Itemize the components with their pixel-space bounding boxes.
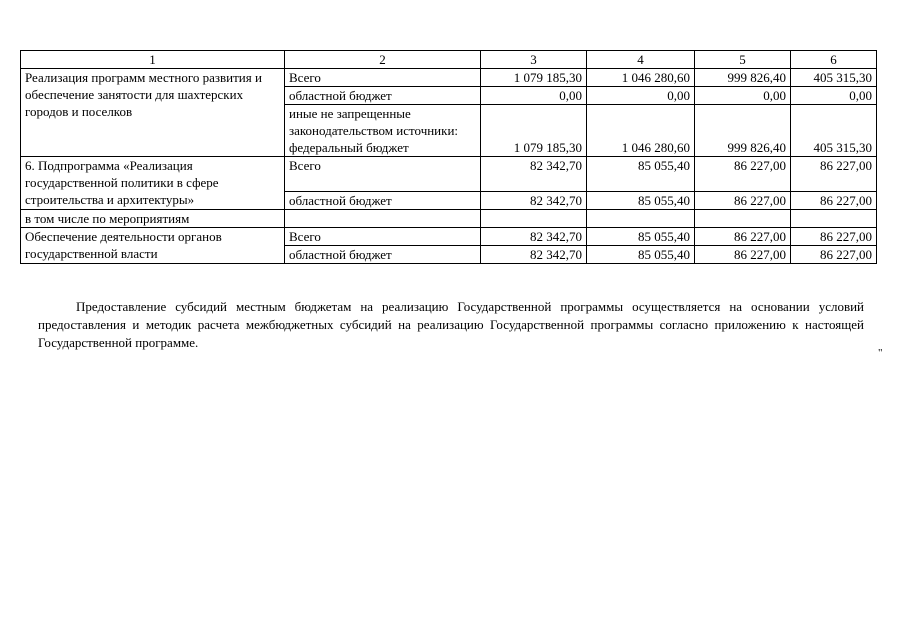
table-row (21, 210, 877, 228)
value-cell: 0,00 (587, 87, 695, 105)
row-label: областной бюджет (285, 246, 481, 264)
value-cell: 86 227,00 (791, 157, 877, 192)
header-row (21, 51, 877, 69)
value-cell: 86 227,00 (791, 246, 877, 264)
row-label: областной бюджет (285, 87, 481, 105)
program-name: Реализация программ местного развития и обеспечение занятости для шахтерских городов и поселков (21, 69, 285, 140)
value-cell: 0,00 (695, 87, 791, 105)
value-cell: 86 227,00 (791, 228, 877, 246)
value-cell: 86 227,00 (695, 157, 791, 192)
value-cell: 85 055,40 (587, 246, 695, 264)
value-cell: 82 342,70 (481, 228, 587, 246)
value-cell: 82 342,70 (481, 246, 587, 264)
empty-cell (481, 210, 587, 228)
value-cell: 85 055,40 (587, 228, 695, 246)
value-cell: 1 046 280,60 (587, 105, 695, 157)
value-cell: 1 079 185,30 (481, 69, 587, 87)
header-col-2: 2 (285, 51, 481, 69)
budget-table (20, 50, 877, 264)
measures-caption: в том числе по мероприятиям (21, 210, 285, 228)
subprogram-name: 6. Подпрограмма «Реализация государственной политики в сфере строительства и архитектуры» (21, 157, 285, 210)
value-cell: 86 227,00 (695, 192, 791, 210)
table-row (21, 69, 877, 87)
value-cell: 405 315,30 (791, 69, 877, 87)
value-cell: 85 055,40 (587, 157, 695, 192)
empty-cell (285, 210, 481, 228)
margin-mark: " (878, 347, 883, 359)
empty-cell (695, 210, 791, 228)
value-cell: 1 079 185,30 (481, 105, 587, 157)
value-cell: 86 227,00 (791, 192, 877, 210)
empty-cell (587, 210, 695, 228)
row-label: иные не запрещенные законодательством источники: (285, 105, 481, 140)
program-name-continued (21, 139, 285, 157)
value-cell: 0,00 (481, 87, 587, 105)
header-col-3: 3 (481, 51, 587, 69)
row-label: Всего (285, 228, 481, 246)
value-cell: 999 826,40 (695, 105, 791, 157)
value-cell: 0,00 (791, 87, 877, 105)
header-col-4: 4 (587, 51, 695, 69)
row-label: Всего (285, 69, 481, 87)
row-label: Всего (285, 157, 481, 192)
value-cell: 405 315,30 (791, 105, 877, 157)
value-cell: 86 227,00 (695, 246, 791, 264)
value-cell: 82 342,70 (481, 157, 587, 192)
empty-cell (791, 210, 877, 228)
header-col-1: 1 (21, 51, 285, 69)
value-cell: 82 342,70 (481, 192, 587, 210)
header-col-5: 5 (695, 51, 791, 69)
value-cell: 86 227,00 (695, 228, 791, 246)
row-label: федеральный бюджет (285, 139, 481, 157)
measure-name: Обеспечение деятельности органов государственной власти (21, 228, 285, 264)
value-cell: 85 055,40 (587, 192, 695, 210)
value-cell: 1 046 280,60 (587, 69, 695, 87)
table-row (21, 157, 877, 192)
note-paragraph: Предоставление субсидий местным бюджетам на реализацию Государственной программы осуществляется на основании условий предоставления и методик расчета межбюджетных субсидий на реализацию Государственной программы согласно приложению к настоящей Государственной программе. (38, 299, 864, 350)
row-label: областной бюджет (285, 192, 481, 210)
value-cell: 999 826,40 (695, 69, 791, 87)
header-col-6: 6 (791, 51, 877, 69)
table-row (21, 228, 877, 246)
